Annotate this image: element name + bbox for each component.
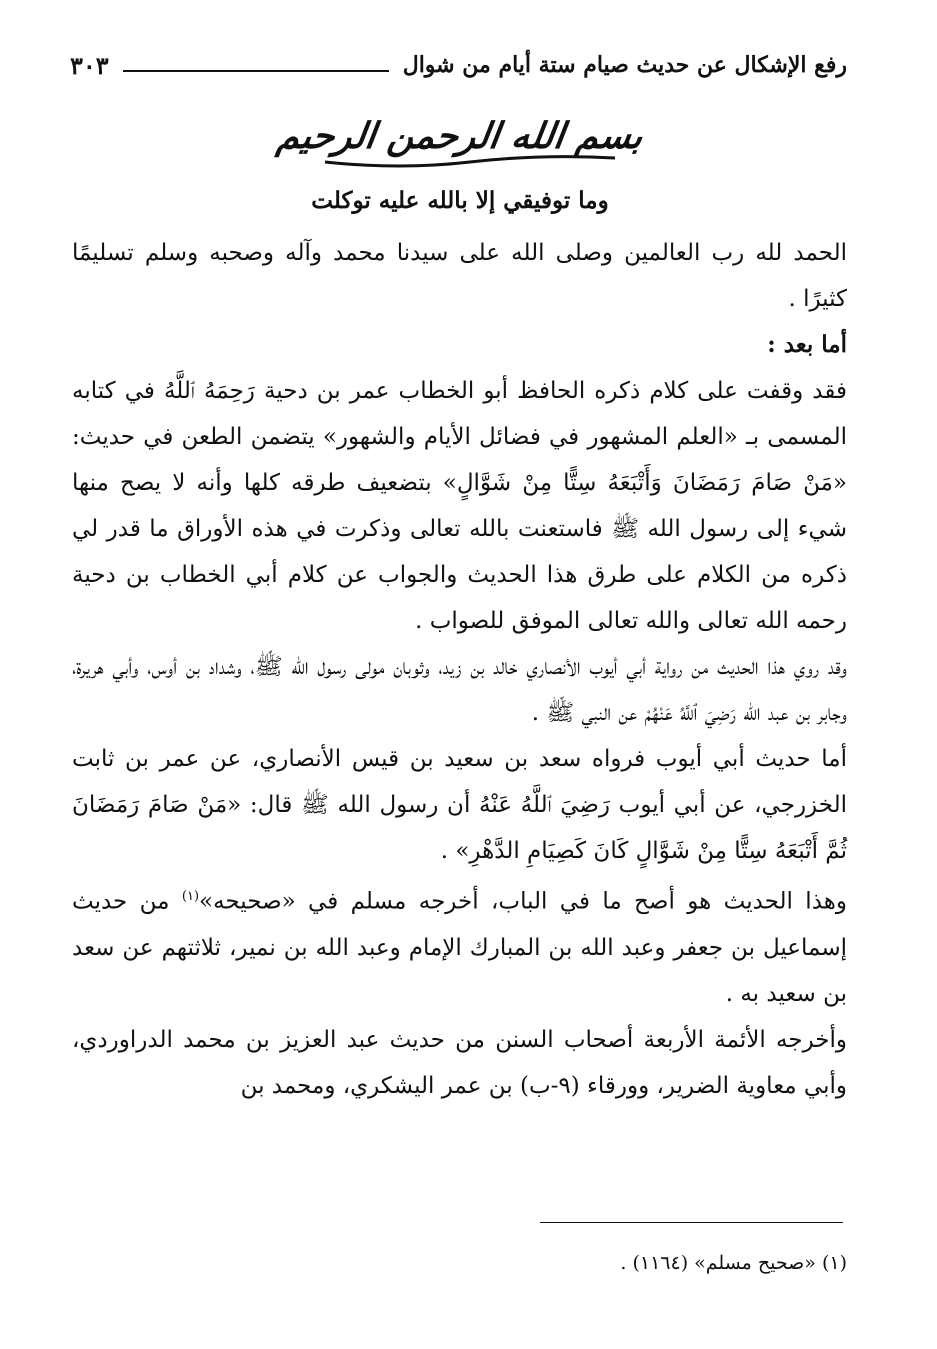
- running-title: رفع الإشكال عن حديث صيام ستة أيام من شوال: [402, 52, 847, 78]
- running-header: [70, 45, 847, 85]
- footnote-ref[interactable]: (١): [181, 889, 200, 904]
- main-text: [72, 230, 847, 1109]
- basmala-calligraphy: بسم الله الرحمن الرحيم: [274, 115, 646, 157]
- page-number: ٣٠٣: [70, 50, 109, 80]
- footnote-rule: [540, 1222, 843, 1223]
- basmala-swash: [320, 150, 620, 170]
- subtitle: وما توفيقي إلا بالله عليه توكلت: [311, 187, 609, 214]
- paragraph-abu-ayyub: أما حديث أبي أيوب فرواه سعد بن سعيد بن قيس الأنصاري، عن عمر بن ثابت الخزرجي، عن أبي أيوب رَضِيَ ٱللَّهُ عَنْهُ أن رسول الله ﷺ قال: «مَنْ صَامَ رَمَضَانَ ثُمَّ أَتْبَعَهُ سِتًّا مِنْ شَوَّالٍ كَانَ كَصِيَامِ الدَّهْرِ» .: [72, 746, 847, 864]
- paragraph-sahih-part1: وهذا الحديث هو أصح ما في الباب، أخرجه مسلم في «صحيحه»: [199, 888, 848, 915]
- paragraph-narrators: وقد روي هذا الحديث من رواية أبي أيوب الأنصاري خالد بن زيد، وثوبان مولى رسول الله ﷺ، وشداد بن أوس، وأبي هريرة، وجابر بن عبد الله رَضِيَ ٱللَّهُ عَنْهُمْ عن النبي ﷺ .: [72, 654, 848, 726]
- paragraph-sunan: وأخرجه الأئمة الأربعة أصحاب السنن من حديث عبد العزيز بن محمد الدراوردي، وأبي معاوية الضرير، وورقاء (٩-ب) بن عمر اليشكري، ومحمد بن: [72, 1026, 847, 1099]
- paragraph-sahih: [72, 874, 847, 1017]
- paragraph-sahih-part2: من حديث إسماعيل بن جعفر وعبد الله بن المبارك الإمام وعبد الله بن نمير، ثلاثتهم عن سعد بن سعيد به .: [72, 888, 847, 1007]
- paragraph-intro: فقد وقفت على كلام ذكره الحافظ أبو الخطاب عمر بن دحية رَحِمَهُ ٱللَّهُ في كتابه المسمى بـ «العلم المشهور في فضائل الأيام والشهور» يتضمن الطعن في حديث: «مَنْ صَامَ رَمَضَانَ وَأَتْبَعَهُ سِتًّا مِنْ شَوَّالٍ» بتضعيف طرقه كلها وأنه لا يصح منها شيء إلى رسول الله ﷺ فاستعنت بالله تعالى وذكرت في هذه الأوراق ما قدر لي ذكره من الكلام على طرق هذا الحديث والجواب عن كلام أبي الخطاب بن دحية رحمه الله تعالى والله تعالى الموفق للصواب .: [72, 378, 847, 634]
- paragraph-opening: الحمد لله رب العالمين وصلى الله على سيدنا محمد وآله وصحبه وسلم تسليمًا كثيرًا .: [72, 240, 847, 312]
- header-rule: [123, 70, 389, 72]
- footnote: (١) «صحيح مسلم» (١١٦٤) .: [620, 1252, 847, 1274]
- paragraph-amma-baad: أما بعد :: [767, 331, 847, 358]
